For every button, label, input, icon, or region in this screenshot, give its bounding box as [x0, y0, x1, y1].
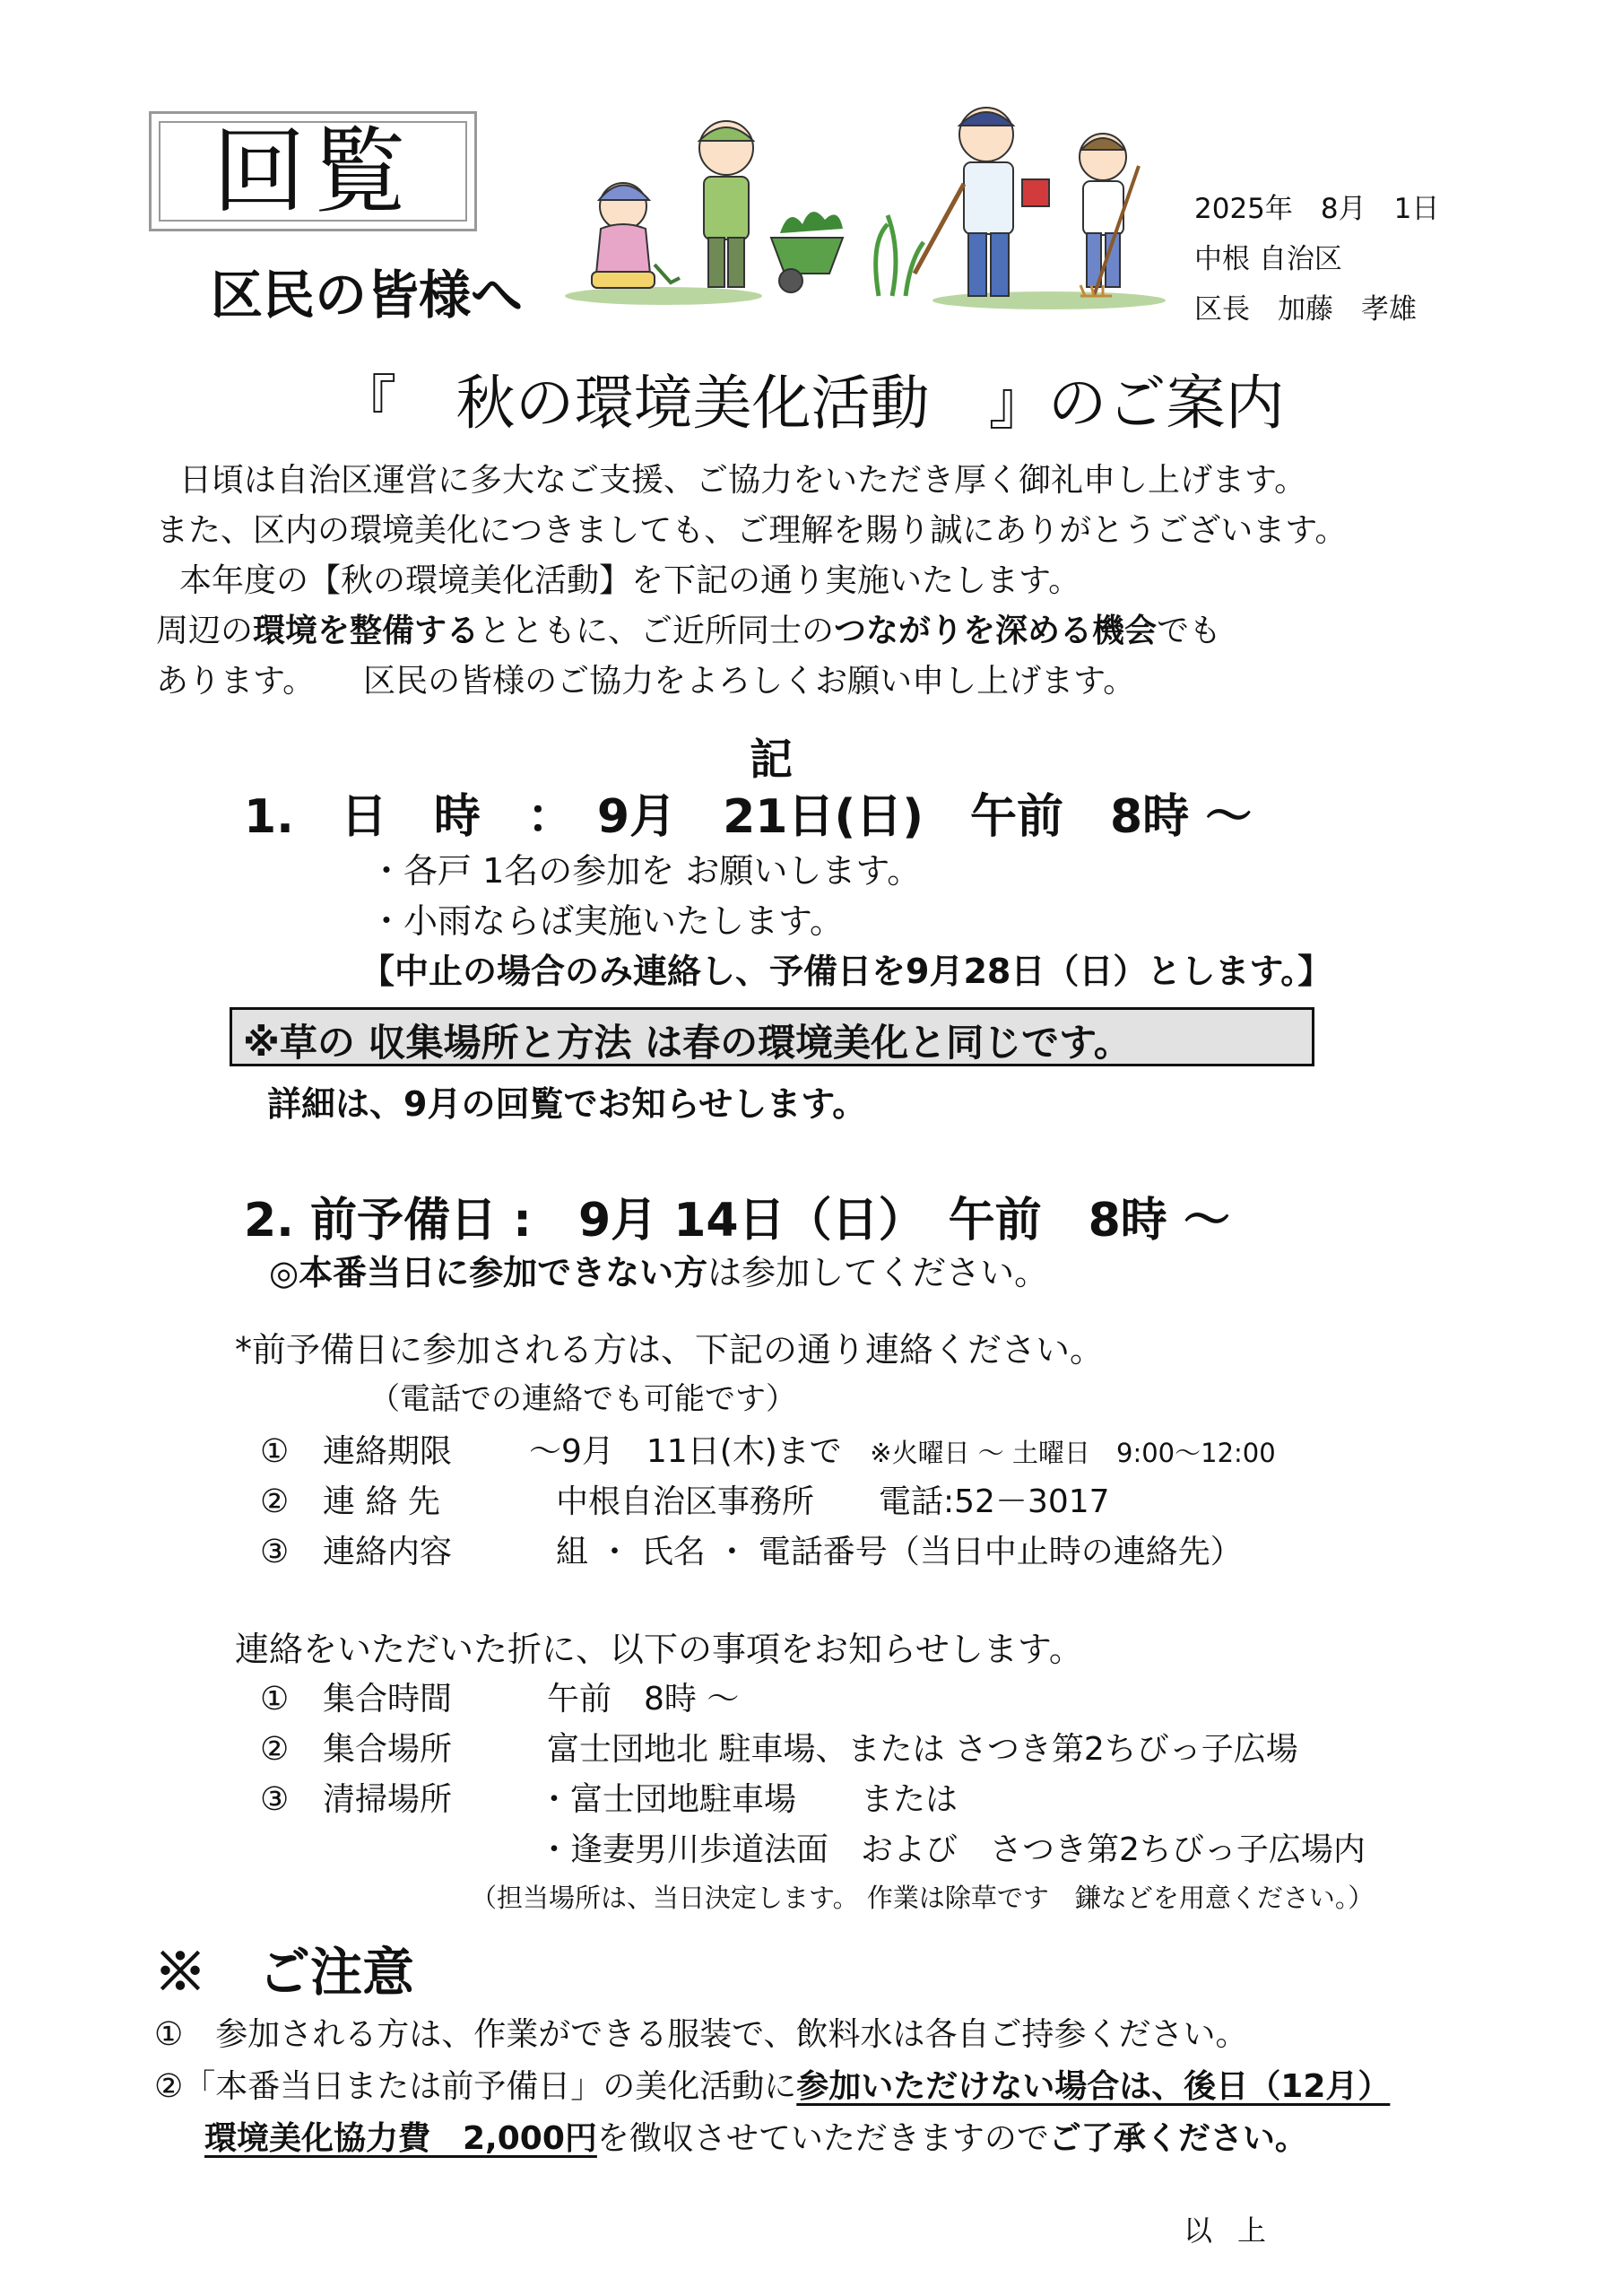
note-3 — [204, 2113, 1307, 2159]
followup-num: ① — [260, 1681, 290, 1718]
contact-label: 連絡期限 — [323, 1433, 453, 1470]
intro-emphasis: 環境を整備する — [253, 613, 480, 649]
intro-text: でも — [1157, 613, 1222, 649]
contact-num: ③ — [260, 1534, 290, 1570]
item2-participation-note — [269, 1245, 1048, 1294]
contact-value: ～9月 11日(木)まで — [529, 1433, 842, 1470]
followup-value: ・富士団地駐車場 または — [538, 1781, 958, 1818]
intro-line-3: 本年度の【秋の環境美化活動】を下記の通り実施いたします。 — [179, 562, 1081, 599]
note-2 — [154, 2061, 1390, 2107]
notes-heading: ※ ご注意 — [154, 1942, 415, 2003]
grass-collection-note: ※草の 収集場所と方法 は春の環境美化と同じです。 — [243, 1021, 1132, 1065]
followup-value: 午前 8時 ～ — [547, 1681, 740, 1718]
fee-amount: 環境美化協力費 2,000円 — [204, 2120, 597, 2157]
contact-label: 連絡内容 — [323, 1534, 453, 1570]
intro-line-2: また、区内の環境美化につきましても、ご理解を賜り誠にありがとうございます。 — [156, 512, 1348, 549]
followup-num: ② — [260, 1731, 290, 1768]
note-text: を徴収させていただきますので — [596, 2120, 1049, 2157]
document-title: 『 秋の環境美化活動 』のご案内 — [337, 369, 1285, 438]
note-emphasis: ご了承ください。 — [1048, 2120, 1307, 2157]
participation-emphasis: ◎本番当日に参加できない方 — [269, 1253, 708, 1292]
intro-line-5: あります。 区民の皆様のご協力をよろしくお願い申し上げます。 — [156, 663, 1136, 700]
followup-row — [260, 1724, 1298, 1770]
intro-line-4 — [156, 606, 1221, 657]
notice-mark: 記 — [749, 735, 793, 785]
contact-label: 連 絡 先 — [323, 1483, 440, 1520]
followup-label: 集合時間 — [323, 1681, 453, 1718]
chief-name: 区長 加藤 孝雄 — [1194, 293, 1417, 326]
item1-details: 詳細は、9月の回覧でお知らせします。 — [267, 1084, 867, 1124]
item1-bullet-2: ・小雨ならば実施いたします。 — [369, 901, 844, 941]
circular-label-box — [149, 111, 477, 231]
grass-collection-box — [230, 1007, 1314, 1066]
followup-row — [260, 1774, 958, 1820]
intro-text: とともに、ご近所同士の — [479, 613, 835, 649]
sender-block — [1194, 184, 1439, 335]
item1-bullet-1: ・各戸 1名の参加を お願いします。 — [369, 851, 922, 891]
followup-value: 富士団地北 駐車場、または さつき第2ちびっ子広場 — [547, 1731, 1298, 1768]
intro-line-1: 日頃は自治区運営に多大なご支援、ご協力をいただき厚く御礼申し上げます。 — [179, 462, 1307, 499]
item1-heading: 1. 日 時 ： 9月 21日(日) 午前 8時 ～ — [244, 790, 1253, 844]
contact-row — [260, 1476, 1110, 1522]
followup-label: 集合場所 — [323, 1731, 453, 1768]
contact-value: 中根自治区事務所 電話:52－3017 — [556, 1483, 1110, 1520]
note-emphasis: 参加いただけない場合は、後日（12月） — [796, 2068, 1391, 2105]
note-text: ②「本番当日または前予備日」の美化活動に — [154, 2068, 797, 2105]
contact-row — [260, 1526, 1243, 1572]
contact-row — [260, 1426, 1276, 1472]
followup-value-continued: ・逢妻男川歩道法面 および さつき第2ちびっ子広場内 — [538, 1831, 1366, 1868]
contact-intro: *前予備日に参加される方は、下記の通り連絡ください。 — [235, 1330, 1105, 1370]
followup-num: ③ — [260, 1781, 290, 1818]
followup-label: 清掃場所 — [323, 1781, 453, 1818]
followup-note: （担当場所は、当日決定します。 作業は除草です 鎌などを用意ください。） — [471, 1883, 1375, 1913]
contact-num: ② — [260, 1483, 290, 1520]
item1-cancel-note: 【中止の場合のみ連絡し、予備日を9月28日（日）とします。】 — [360, 952, 1332, 991]
followup-row — [260, 1674, 739, 1719]
note-1: ① 参加される方は、作業ができる服装で、飲料水は各自ご持参ください。 — [154, 2016, 1248, 2053]
contact-value: 組 ・ 氏名 ・ 電話番号（当日中止時の連絡先） — [556, 1534, 1243, 1570]
intro-text: 周辺の — [156, 613, 254, 649]
contact-sub: （電話での連絡でも可能です） — [369, 1381, 796, 1417]
contact-extra: ※火曜日 ～ 土曜日 9:00～12:00 — [870, 1438, 1276, 1468]
participation-text: は参加してください。 — [707, 1253, 1049, 1292]
contact-num: ① — [260, 1433, 290, 1470]
followup-intro: 連絡をいただいた折に、以下の事項をお知らせします。 — [235, 1630, 1083, 1669]
issue-date: 2025年 8月 1日 — [1194, 193, 1440, 225]
volunteers-illustration — [556, 94, 1175, 314]
item2-heading: 2. 前予備日 : 9月 14日（日） 午前 8時 ～ — [244, 1194, 1230, 1248]
addressee: 区民の皆様へ — [211, 265, 524, 326]
intro-emphasis: つながりを深める機会 — [834, 613, 1158, 649]
closing-mark: 以上 — [1184, 2213, 1292, 2248]
circular-label: 回覧 — [212, 117, 413, 226]
organization: 中根 自治区 — [1194, 243, 1342, 275]
